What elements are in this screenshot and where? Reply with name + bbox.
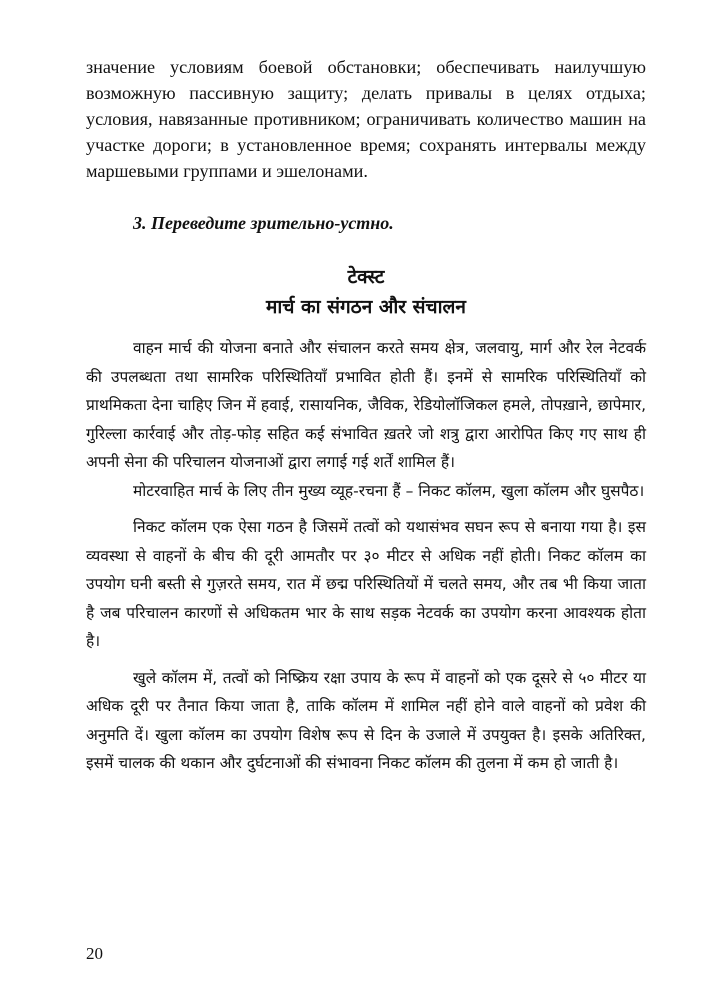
hindi-heading [86,262,646,322]
hindi-paragraph-4: खुले कॉलम में, तत्वों को निष्क्रिय रक्षा उपाय के रूप में वाहनों को एक दूसरे से ५० मीटर या अधिक दूरी पर तैनात किया जाता है, ताकि कॉलम में शामिल नहीं होने वाले वाहनों को प्रवेश की अनुमति दें। खुला कॉलम का उपयोग विशेष रूप से दिन के उजाले में उपयुक्त है। इसके अतिरिक्त, इसमें चालक की थकान और दुर्घटनाओं की संभावना निकट कॉलम की तुलना में कम हो जाती है। [86,668,646,772]
page-number: 20 [86,944,103,963]
heading-title: मार्च का संगठन और संचालन [266,296,466,318]
page-content [86,54,646,778]
russian-paragraph: значение условиям боевой обстановки; обеспечивать наилучшую возможную пассивную защиту; делать привалы в целях отдыха; условия, навязанные противником; ограничивать количество машин на участке дороги; в установленное время; сохранять интервалы между маршевыми группами и эшелонами. [86,57,646,181]
hindi-paragraph-3: निकट कॉलम एक ऐसा गठन है जिसमें तत्वों को यथासंभव सघन रूप से बनाया गया है। इस व्यवस्था से वाहनों के बीच की दूरी आमतौर पर ३० मीटर से अधिक नहीं होती। निकट कॉलम का उपयोग घनी बस्ती से गुज़रते समय, रात में छद्म परिस्थितियों में चलते समय, और तब भी किया जाता है जब परिचालन कारणों से अधिकतम भार के साथ सड़क नेटवर्क का उपयोग करना आवश्यक होता है। [86,518,646,650]
hindi-paragraph-2: मोटरवाहित मार्च के लिए तीन मुख्य व्यूह-रचना हैं – निकट कॉलम, खुला कॉलम और घुसपैठ। [133,481,645,500]
heading-text-label: टेक्स्ट [347,266,385,288]
task-heading: 3. Переведите зрительно-устно. [133,213,394,233]
hindi-paragraph-1: वाहन मार्च की योजना बनाते और संचालन करते समय क्षेत्र, जलवायु, मार्ग और रेल नेटवर्क की उपलब्धता तथा सामरिक परिस्थितियाँ प्रभावित होती हैं। इनमें से सामरिक परिस्थितियाँ को प्राथमिकता देना चाहिए जिन में हवाई, रासायनिक, जैविक, रेडियोलॉजिकल हमले, तोपख़ाने, छापेमार, गुरिल्ला कार्रवाई और तोड़-फोड़ सहित कई संभावित ख़तरे जो शत्रु द्वारा आरोपित किए गए साथ ही अपनी सेना की परिचालन योजनाओं द्वारा लगाई गई शर्तें शामिल हैं। [86,339,646,471]
